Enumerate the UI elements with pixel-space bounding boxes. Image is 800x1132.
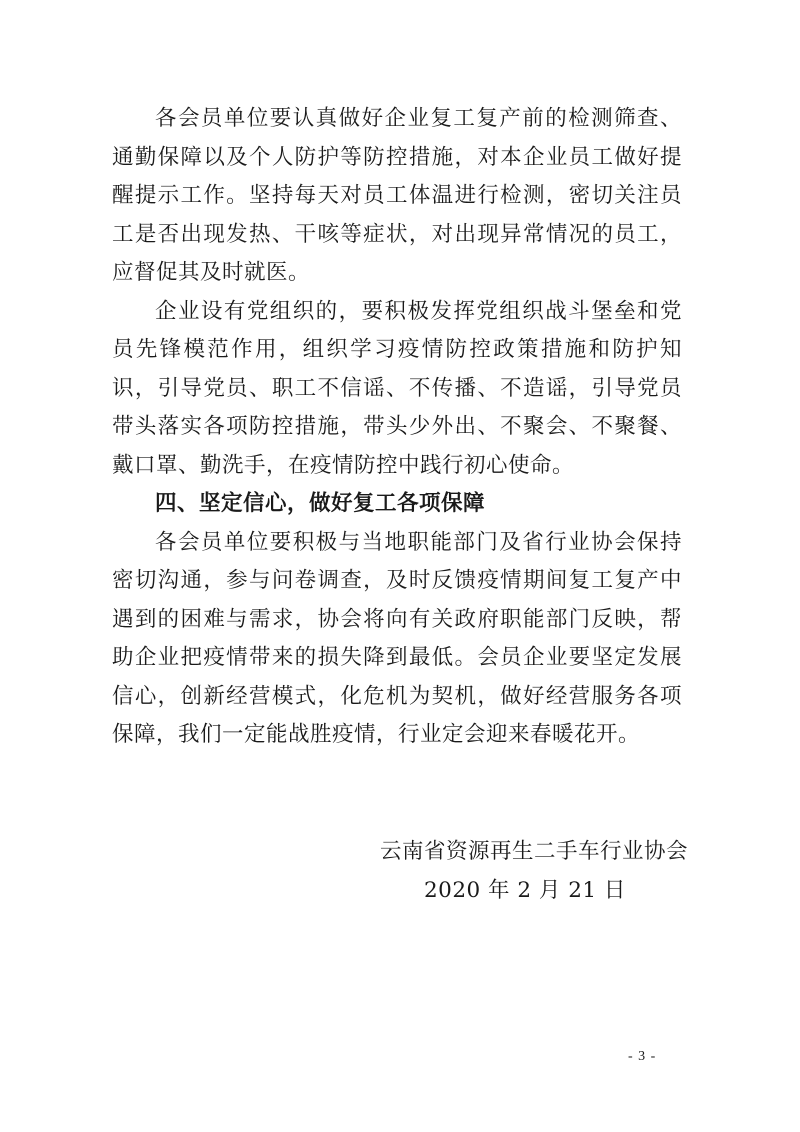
- document-body: [112, 100, 682, 755]
- signature-date: 2020 年 2 月 21 日: [424, 877, 626, 903]
- page-number: - 3 -: [628, 1049, 657, 1064]
- paragraph-party-organization: 企业设有党组织的，要积极发挥党组织战斗堡垒和党员先锋模范作用，组织学习疫情防控政策措施和防护知识，引导党员、职工不信谣、不传播、不造谣，引导党员带头落实各项防控措施，带头少外出、不聚会、不聚餐、戴口罩、勤洗手，在疫情防控中践行初心使命。: [112, 298, 682, 478]
- section-heading-4: 四、坚定信心，做好复工各项保障: [155, 491, 486, 516]
- signature-block: [380, 833, 700, 910]
- paragraph-health-screening: 各会员单位要认真做好企业复工复产前的检测筛查、通勤保障以及个人防护等防控措施，对本企业员工做好提醒提示工作。坚持每天对员工体温进行检测，密切关注员工是否出现发热、干咳等症状，对出现异常情况的员工，应督促其及时就医。: [112, 106, 682, 285]
- paragraph-confidence: 各会员单位要积极与当地职能部门及省行业协会保持密切沟通，参与问卷调查，及时反馈疫情期间复工复产中遇到的困难与需求，协会将向有关政府职能部门反映，帮助企业把疫情带来的损失降到最低。会员企业要坚定发展信心，创新经营模式，化危机为契机，做好经营服务各项保障，我们一定能战胜疫情，行业定会迎来春暖花开。: [112, 529, 682, 747]
- signature-organization: 云南省资源再生二手车行业协会: [380, 839, 689, 864]
